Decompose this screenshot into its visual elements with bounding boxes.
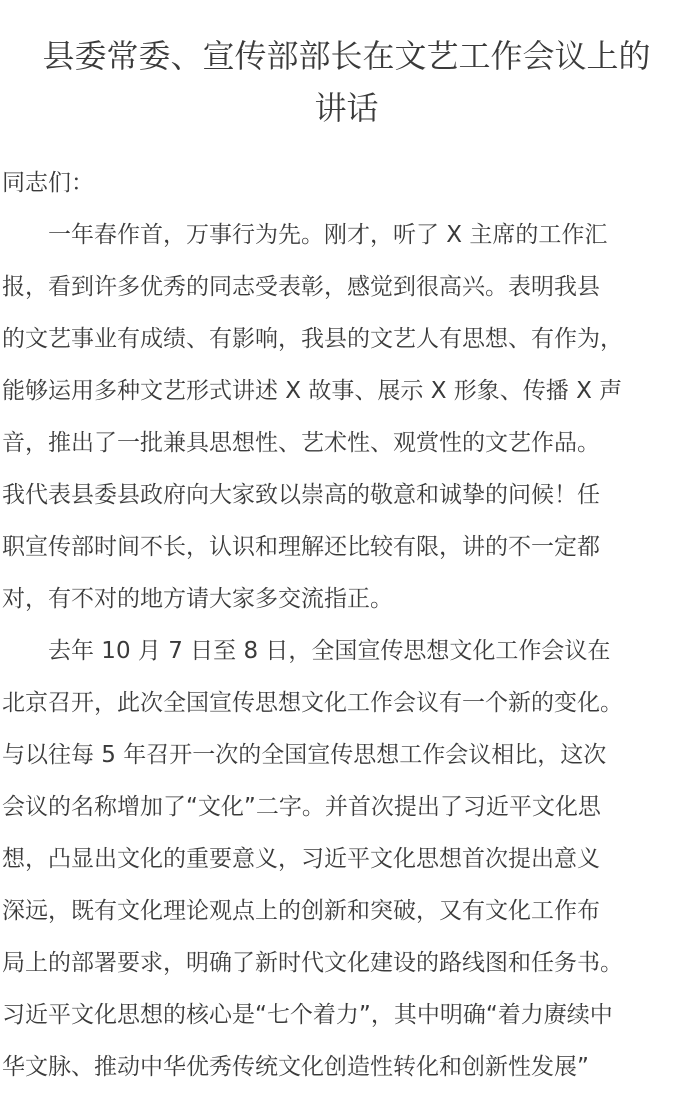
document-title <box>0 30 693 134</box>
salutation: 同志们： <box>2 170 94 196</box>
body-line: 北京召开，此次全国宣传思想文化工作会议有一个新的变化。 <box>2 690 623 716</box>
body-line: 我代表县委县政府向大家致以崇高的敬意和诚挚的问候！任 <box>2 482 600 508</box>
body-line: 深远，既有文化理论观点上的创新和突破，又有文化工作布 <box>2 898 600 924</box>
body-line: 华文脉、推动中华优秀传统文化创造性转化和创新性发展” <box>2 1054 589 1080</box>
title-line-1: 县委常委、宣传部部长在文艺工作会议上的 <box>42 37 651 75</box>
title-line-2: 讲话 <box>314 89 379 127</box>
body-line: 职宣传部时间不长，认识和理解还比较有限，讲的不一定都 <box>2 534 600 560</box>
body-line: 报，看到许多优秀的同志受表彰，感觉到很高兴。表明我县 <box>2 274 600 300</box>
body-line: 一年春作首，万事行为先。刚才，听了 X 主席的工作汇 <box>2 222 608 248</box>
body-line: 想，凸显出文化的重要意义，习近平文化思想首次提出意义 <box>2 846 600 872</box>
body-line: 会议的名称增加了“文化”二字。并首次提出了习近平文化思 <box>2 794 601 820</box>
body-line: 去年 10 月 7 日至 8 日，全国宣传思想文化工作会议在 <box>2 638 611 664</box>
body-line: 的文艺事业有成绩、有影响，我县的文艺人有思想、有作为， <box>2 326 623 352</box>
body-line: 音，推出了一批兼具思想性、艺术性、观赏性的文艺作品。 <box>2 430 600 456</box>
body-line: 对，有不对的地方请大家多交流指正。 <box>2 586 393 612</box>
body-line: 习近平文化思想的核心是“七个着力”，其中明确“着力赓续中 <box>2 1002 613 1028</box>
body-line: 与以往每 5 年召开一次的全国宣传思想工作会议相比，这次 <box>2 742 607 768</box>
body-line: 能够运用多种文艺形式讲述 X 故事、展示 X 形象、传播 X 声 <box>2 378 623 404</box>
body-line: 局上的部署要求，明确了新时代文化建设的路线图和任务书。 <box>2 950 623 976</box>
